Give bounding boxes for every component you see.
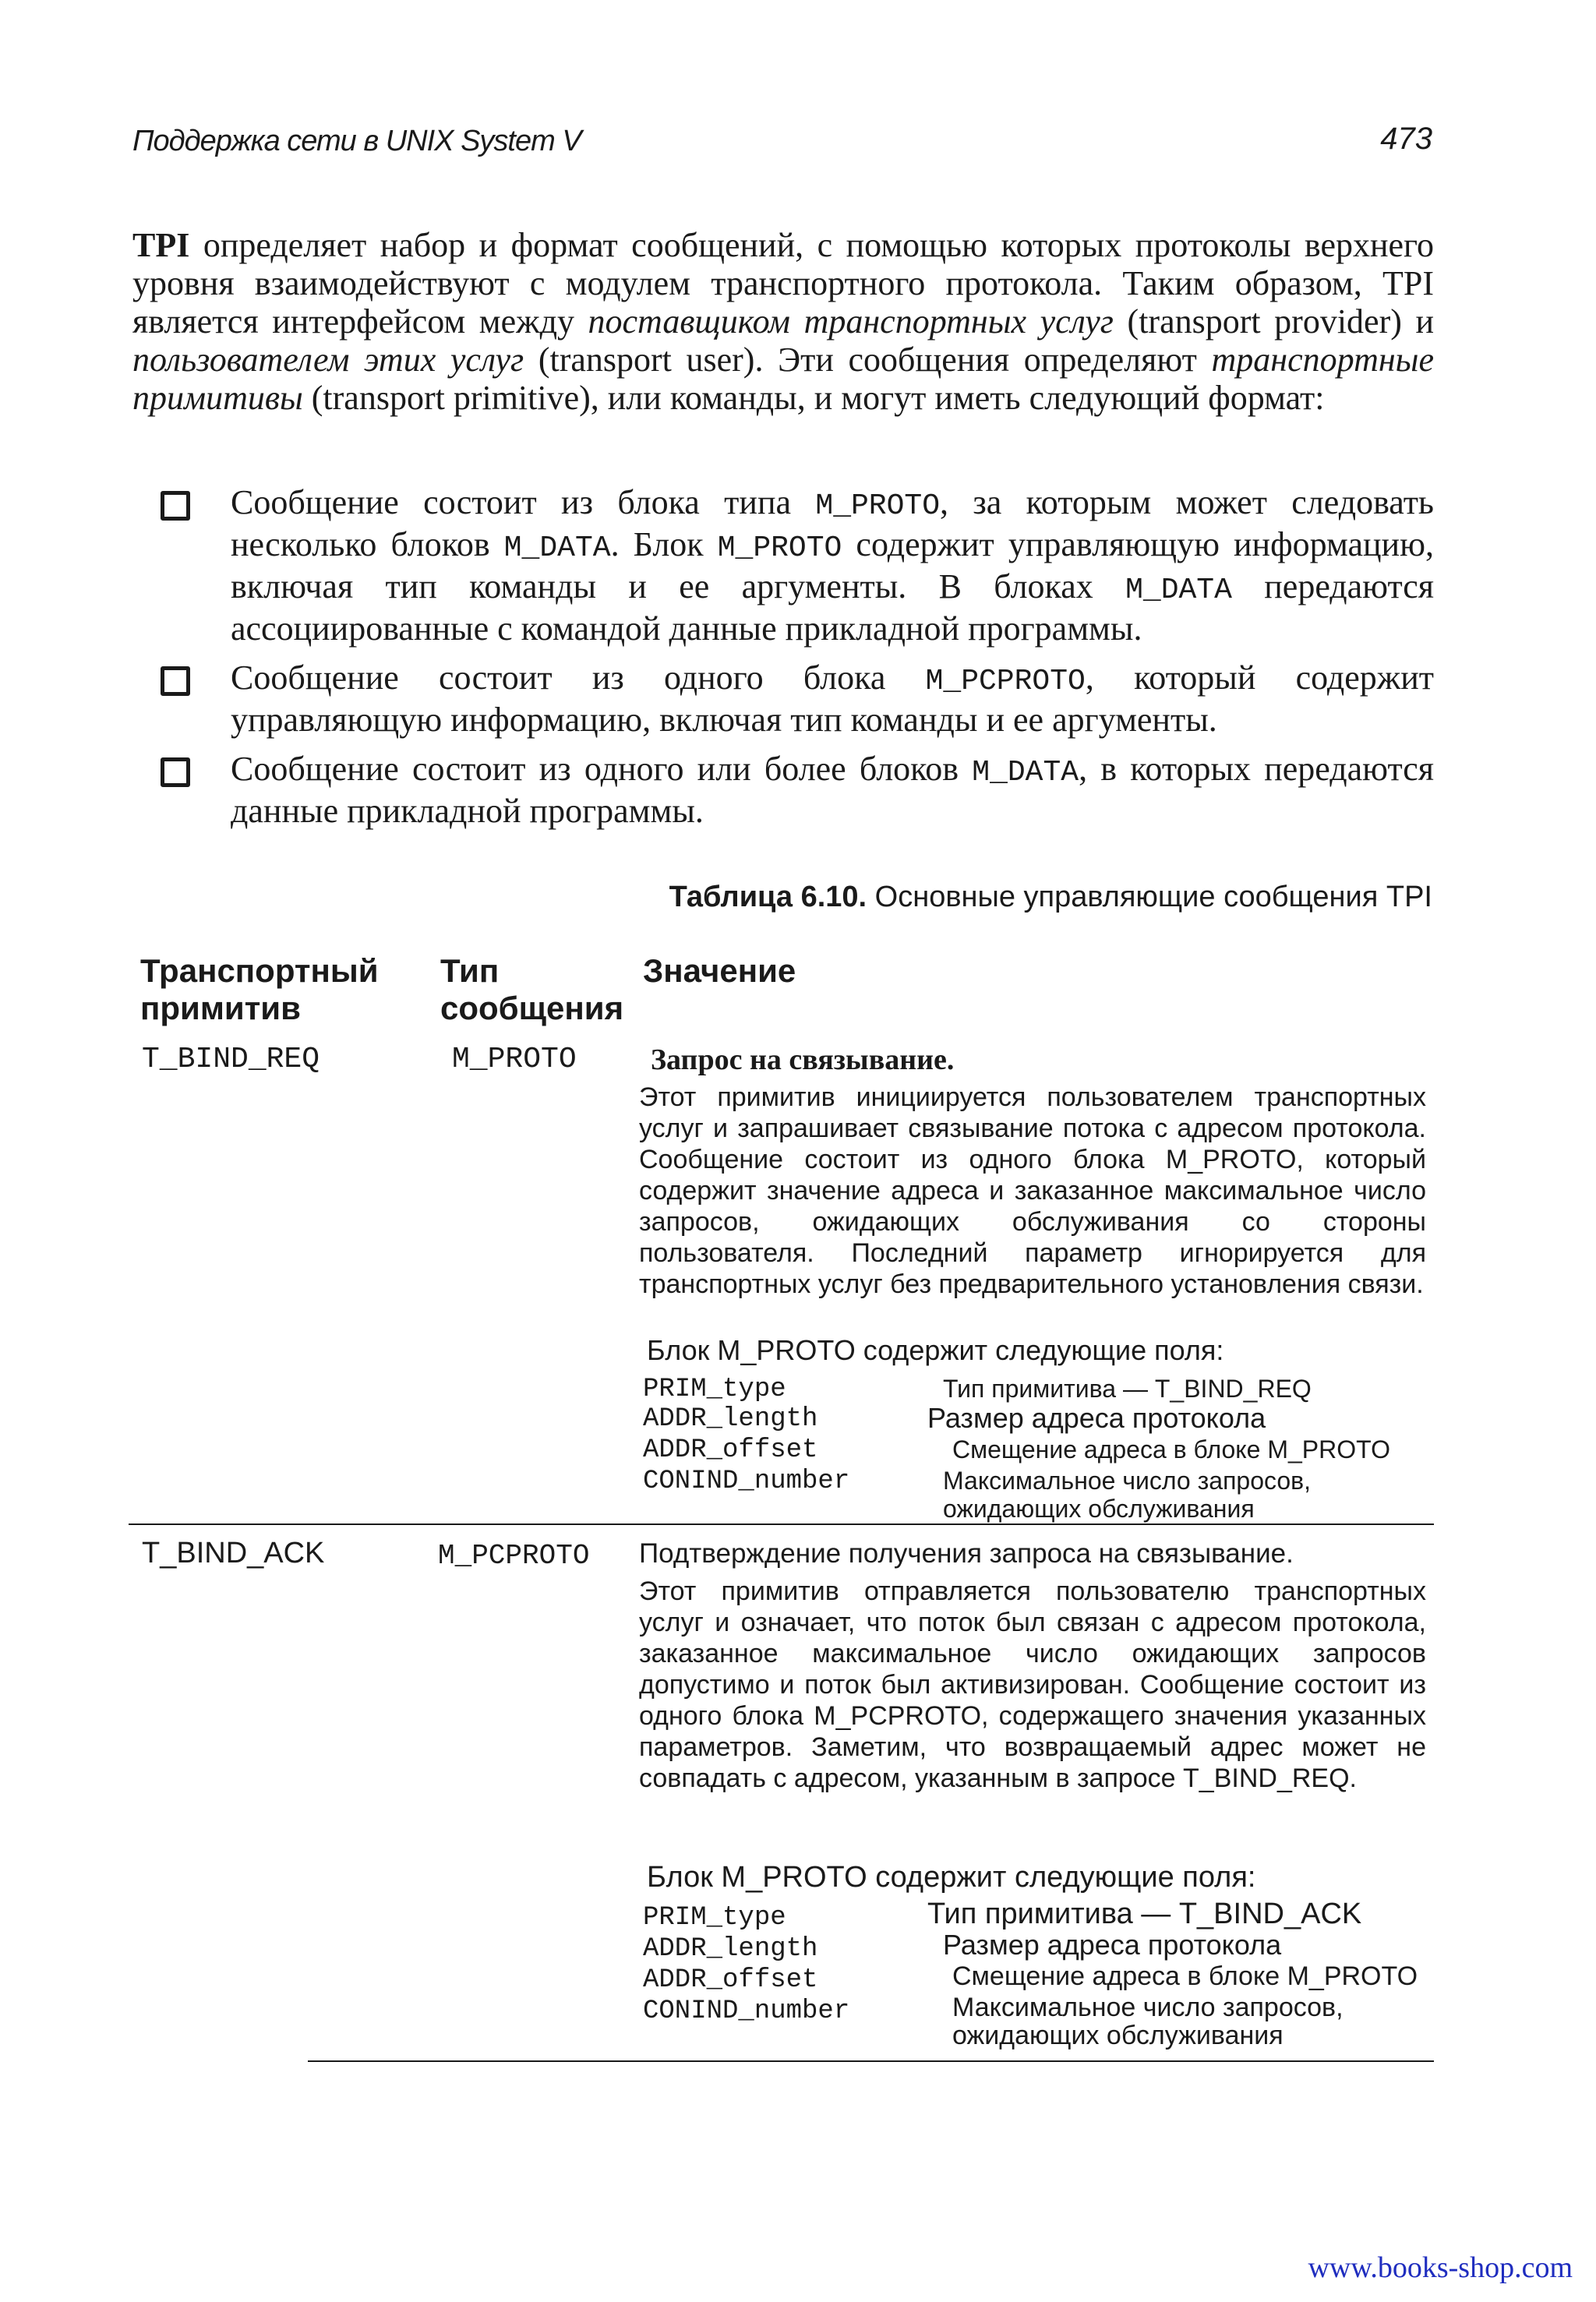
field-name: ADDR_length <box>643 1934 818 1964</box>
table-cell-type: M_PROTO <box>452 1043 577 1076</box>
field-name: PRIM_type <box>643 1375 786 1404</box>
field-name: PRIM_type <box>643 1903 786 1933</box>
column-header-type: Тип сообщения <box>440 952 624 1026</box>
checkbox-bullet-icon <box>161 757 190 787</box>
intro-text-1: определяет набор и формат сообщений, с помощью которых протоколы верхнего уровня взаимодействуют с модулем транспортного протокола. Таким образом, TPI является интерфейсом между <box>132 226 1434 341</box>
intro-emphasis-3: транспортные примитивы <box>132 341 1434 417</box>
footer-url-link[interactable]: www.books-shop.com <box>1308 2251 1573 2284</box>
checkbox-bullet-icon <box>161 491 190 521</box>
running-header <box>132 122 1432 171</box>
column-header-primitive: Транспортный примитив <box>140 952 379 1026</box>
intro-paragraph <box>132 226 1434 417</box>
field-name: CONIND_number <box>643 1997 850 2026</box>
list-item: Сообщение состоит из одного блока M_PCPROTO, который содержит управляющую информацию, включая тип команды и ее аргументы. <box>156 658 1434 739</box>
field-description: Смещение адреса в блоке M_PROTO <box>952 1435 1390 1463</box>
field-description: Тип примитива — T_BIND_REQ <box>943 1375 1312 1403</box>
list-item: Сообщение состоит из блока типа M_PROTO, за которым может следовать несколько блоков M_DATA. Блок M_PROTO содержит управляющую информацию, включая тип команды и ее аргументы. В блоках M_DATA передаются ассоциированные с командой данные прикладной программы. <box>156 483 1434 648</box>
table-row-title: Запрос на связывание. <box>651 1043 955 1076</box>
intro-emphasis-2: пользователем этих услуг <box>132 341 524 379</box>
intro-text-3: (transport user). Эти сообщения определяют <box>524 341 1212 379</box>
page-number: 473 <box>1380 122 1432 156</box>
column-header-meaning: Значение <box>643 952 796 989</box>
field-description: Максимальное число запросов, ожидающих обслуживания <box>943 1467 1312 1523</box>
fields-label: Блок M_PROTO содержит следующие поля: <box>647 1861 1256 1894</box>
table-caption: Таблица 6.10. Основные управляющие сообщения TPI <box>669 881 1432 913</box>
field-description: Размер адреса протокола <box>927 1402 1266 1434</box>
field-name: CONIND_number <box>643 1467 850 1496</box>
table-row-description: Этот примитив отправляется пользователю транспортных услуг и означает, что поток был связан с адресом протокола, заказанное максимальное число ожидающих запросов допустимо и поток был активизирован. Сообщение состоит из одного блока M_PCPROTO, содержащего значения указанных параметров. Заметим, что возвращаемый адрес может не совпадать с адресом, указанным в запросе T_BIND_REQ. <box>639 1576 1426 1793</box>
tpi-term: TPI <box>132 226 190 264</box>
chapter-title: Поддержка сети в UNIX System V <box>132 125 581 157</box>
checkbox-bullet-icon <box>161 666 190 696</box>
table-row-description: Этот примитив инициируется пользователем транспортных услуг и запрашивает связывание потока с адресом протокола. Сообщение состоит из одного блока M_PROTO, который содержит значение адреса и заказанное максимальное число запросов, ожидающих обслуживания со стороны пользователя. Последний параметр игнорируется для транспортных услуг без предварительного установления связи. <box>639 1082 1426 1299</box>
intro-emphasis-1: поставщиком транспортных услуг <box>588 302 1114 341</box>
table-cell-type: M_PCPROTO <box>438 1540 590 1572</box>
table-row-divider <box>129 1523 1434 1525</box>
table-bottom-rule <box>308 2060 1434 2062</box>
intro-text-2: (transport provider) и <box>1113 302 1434 341</box>
field-description: Размер адреса протокола <box>943 1929 1282 1961</box>
table-cell-primitive: T_BIND_REQ <box>142 1043 320 1076</box>
field-description: Максимальное число запросов, ожидающих обслуживания <box>952 1993 1344 2050</box>
field-name: ADDR_length <box>643 1404 818 1434</box>
field-description: Тип примитива — T_BIND_ACK <box>927 1898 1362 1930</box>
table-row-title: Подтверждение получения запроса на связывание. <box>639 1538 1294 1569</box>
field-name: ADDR_offset <box>643 1965 818 1995</box>
field-description: Смещение адреса в блоке M_PROTO <box>952 1961 1418 1991</box>
list-item: Сообщение состоит из одного или более блоков M_DATA, в которых передаются данные прикладной программы. <box>156 750 1434 830</box>
field-name: ADDR_offset <box>643 1435 818 1465</box>
table-cell-primitive: T_BIND_ACK <box>142 1537 325 1569</box>
message-format-list <box>156 483 1434 841</box>
fields-label: Блок M_PROTO содержит следующие поля: <box>647 1334 1224 1366</box>
intro-text-4: (transport primitive), или команды, и могут иметь следующий формат: <box>302 379 1325 417</box>
